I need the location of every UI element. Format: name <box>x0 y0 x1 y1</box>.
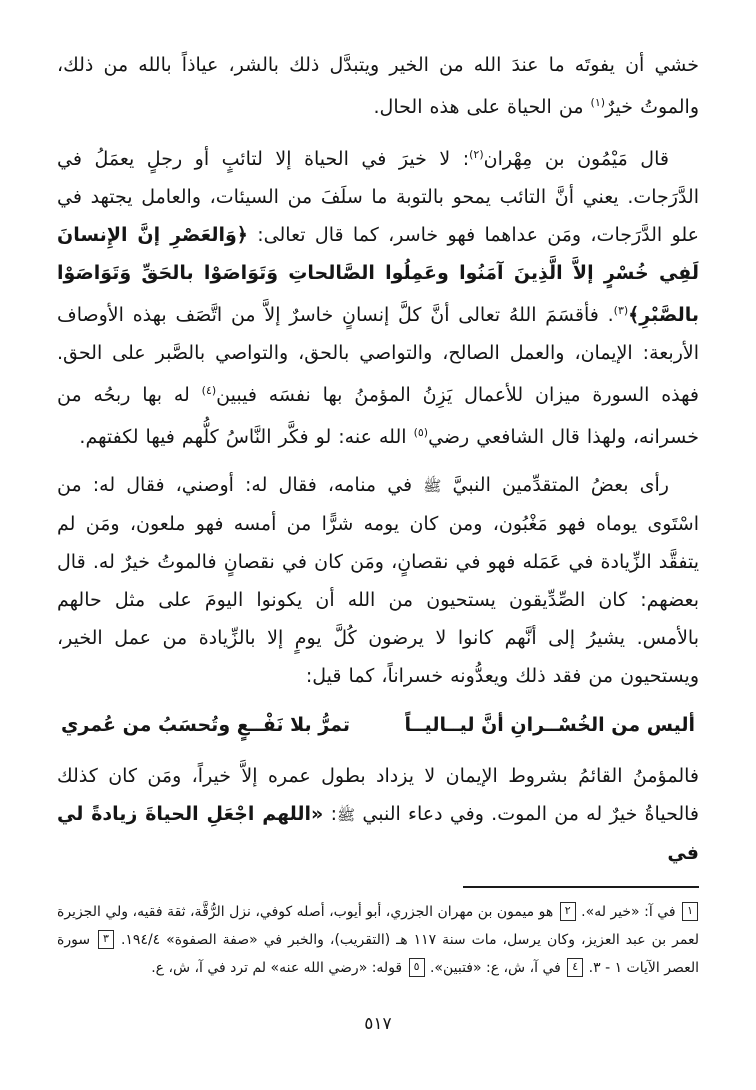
text-run: من الحياة على هذه الحال. <box>373 96 591 118</box>
text-run: هو ميمون بن مهران الجزري، أبو أيوب، أصله كوفي، نزل الرُّقَّة، ثقة فقيه، ولي الجزيرة لعمر بن عبد العزيز، وكان يرسل، مات سنة ١١٧ هـ (التقريب)، والخبر في «صفة الصفوة» ١٩٤/٤. <box>52 904 699 948</box>
dua-quote: «اللهم اجْعَلِ الحياةَ زيادةً لي في <box>49 803 699 864</box>
footnote-separator <box>463 886 699 888</box>
paragraph <box>49 757 699 872</box>
text-run: في آ: «خير له». <box>576 904 681 920</box>
footnote-marker: (٢) <box>469 148 484 161</box>
footnote-number-box: ٢ <box>560 902 576 921</box>
text-run: رأى بعضُ المتقدِّمين النبيَّ <box>441 474 669 496</box>
paragraph <box>49 466 699 695</box>
text-run: في آ، ش، ع: «فتبين». <box>425 960 566 976</box>
footnote-number-box: ١ <box>682 902 698 921</box>
text-run: سورة العصر الآيات ١ - ٣. <box>52 932 699 976</box>
footnote-marker: (١) <box>590 96 606 109</box>
text-run: قوله: «رضي الله عنه» لم ترد في آ، ش، ع. <box>151 960 407 976</box>
text-run: قال مَيْمُون بن مِهْران <box>483 148 669 170</box>
text-run: له بها ربحُه من خسرانه، ولهذا قال الشافعي رضي <box>49 384 699 448</box>
text-run: فالمؤمنُ القائمُ بشروط الإيمان لا يزداد بطول عمره إلاَّ خيراً، ومَن كان كذلك فالحياةُ خيرٌ له من الموت. وفي دعاء النبي <box>49 765 699 825</box>
salawat-symbol: ﷺ <box>423 477 442 495</box>
footnotes-block <box>52 898 699 982</box>
text-run: الله عنه: لو فكَّر النَّاسُ كلُّهم فيها لكفتهم. <box>79 426 414 448</box>
text-run: : لا خيرَ في الحياة إلا لتائبٍ أو رجلٍ يعمَلُ في الدَّرَجات. يعني أنَّ التائب يمحو بالتوبة ما سلَفَ من السيئات، والعامل يجتهد في علو الدَّرَجات، ومَن عداهما فهو خاسر، كما قال تعالى: <box>49 148 699 246</box>
text-run: . فأقسَمَ اللهُ تعالى أنَّ كلَّ إنسانٍ خاسرٌ إلاَّ من اتَّصَف بهذه الأوصاف الأربعة: الإيمان، والعمل الصالح، والتواصي بالحق، والتواصي بالصَّبر على الحق. فهذه السورة ميزان للأعمال يَزِنُ المؤمنُ بها نفسَه فيبين <box>49 304 699 406</box>
footnote-number-box: ٤ <box>567 958 583 977</box>
footnote-marker: (٣) <box>613 304 629 317</box>
paragraph <box>49 136 699 456</box>
footnote-marker: (٤) <box>201 384 217 397</box>
quran-verse: ﴿وَالعَصْرِ إنَّ الإِنسانَ لَفِي خُسْرٍ إلاَّ الَّذِينَ آمَنُوا وعَمِلُوا الصَّالحاتِ وَتَوَاصَوْا بالحَقِّ وَتَوَاصَوْا بالصَّبْرِ﴾ <box>49 224 699 326</box>
footnote-number-box: ٥ <box>409 958 425 977</box>
poetry-hemistich-left: تمرُّ بلا نَفْــعٍ وتُحسَبُ من عُمري <box>61 714 350 736</box>
paragraph <box>49 46 699 126</box>
page-number: ٥١٧ <box>364 1014 392 1034</box>
footnote-marker: (٥) <box>413 426 429 439</box>
footnote-number-box: ٣ <box>98 930 114 949</box>
salawat-symbol: ﷺ <box>337 806 356 824</box>
main-text <box>49 46 699 872</box>
text-run: في منامه، فقال له: أوصني، فقال له: من اسْتَوى يوماه فهو مَغْبُون، ومن كان يومه شرًّا من أمسه فهو ملعون، ومَن لم يتفقَّد الزِّيادة في عَمَله فهو في نقصانٍ، ومَن كان في نقصانٍ فالموتُ خيرٌ له. قال بعضهم: كان الصِّدِّيقون يستحيون من الله أن يكونوا اليومَ على مثل حالهم بالأمس. يشيرُ إلى أنَّهم كانوا لا يرضون كُلَّ يومٍ إلا بالزِّيادة من عمل الخير، ويستحيون من فقد ذلك ويعدُّونه خسراناً، كما قيل: <box>49 474 699 687</box>
poetry-hemistich-right: أليس من الخُسْــرانِ أنَّ ليــاليــاً <box>404 714 695 736</box>
text-run: : <box>323 803 338 825</box>
text-run: خشي أن يفوتَه ما عندَ الله من الخير ويتبدَّل ذلك بالشر، عياذاً بالله من ذلك، والموتُ خيرٌ <box>49 54 699 118</box>
poetry-verse <box>57 705 699 745</box>
